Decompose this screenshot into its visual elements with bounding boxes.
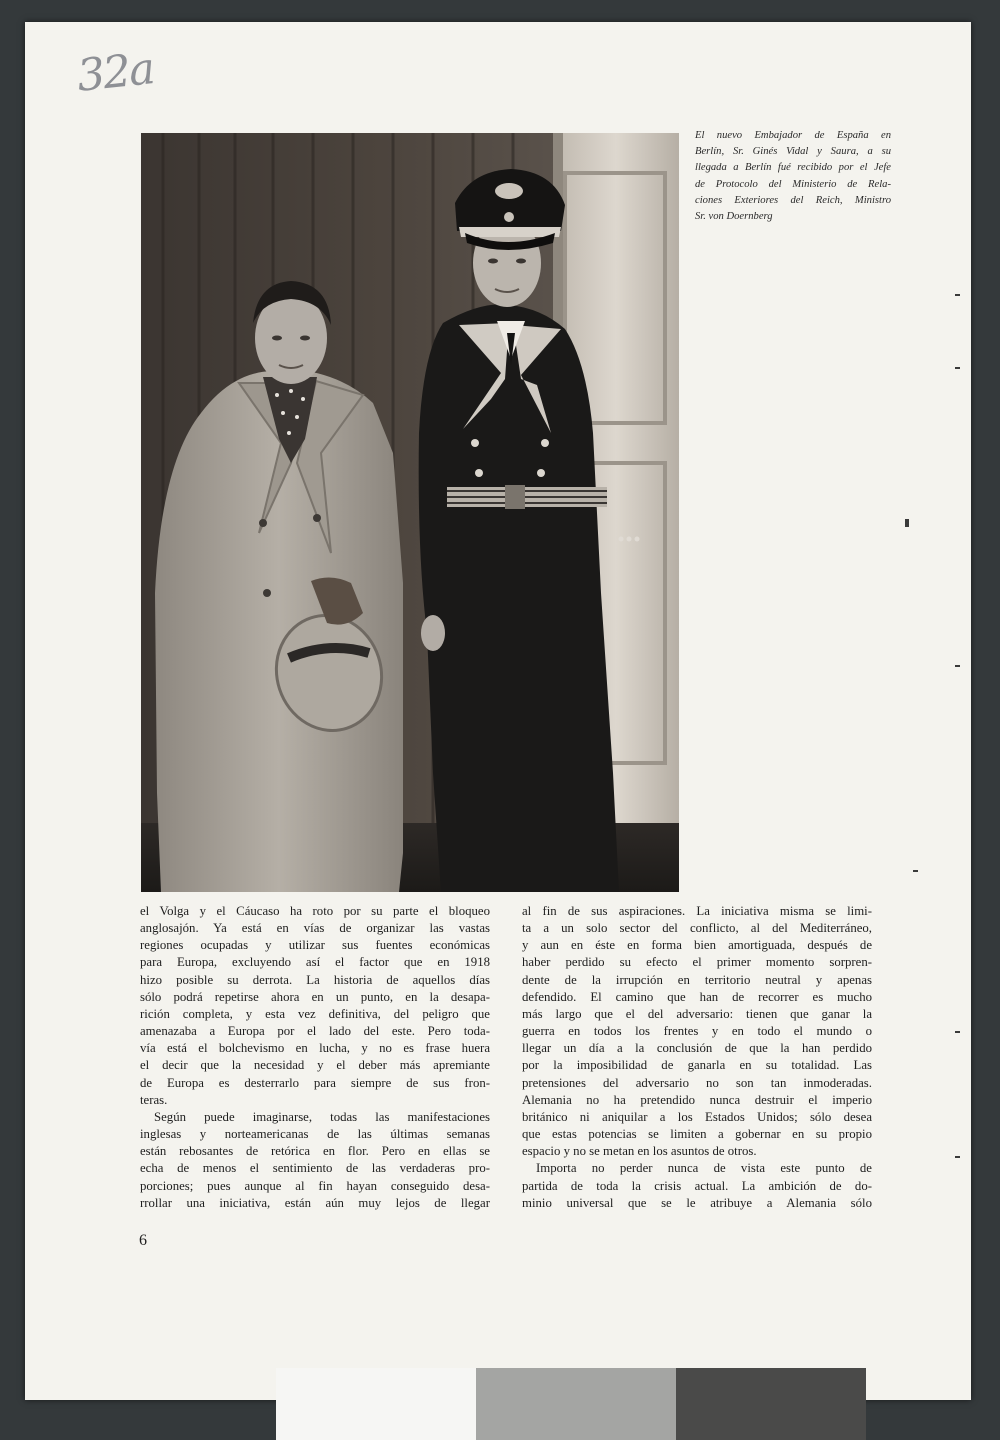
calibration-gray-patch [476,1368,676,1440]
text-line: espacio y no se metan en los asuntos de otros. [522,1144,757,1159]
text-line: por la imposibilidad de ganarla en su totalidad. Las [522,1058,872,1073]
text-line: el decir que la necesidad y el deber más apremiante [140,1058,490,1073]
text-line: porciones; pues aunque al fin hayan conseguido desa- [140,1178,490,1193]
text-line: de Europa es desterrarlo para siempre de sus fron- [140,1075,490,1090]
text-line: sólo podrá repetirse ahora en un punto, en la desapa- [140,989,490,1004]
text-line: ta a un solo sector del conflicto, al del Mediterráneo, [522,921,872,936]
photo-caption [695,128,891,225]
calibration-white-patch [276,1368,476,1440]
text-line: hizo posible su derrota. La historia de aquellos días [140,972,490,987]
text-line: Importa no perder nunca de vista este punto de [536,1161,872,1176]
text-line: Según puede imaginarse, todas las manifestaciones [154,1109,490,1124]
magazine-page [25,22,971,1400]
caption-line: de Protocolo del Ministerio de Rela- [695,178,891,190]
caption-line: El nuevo Embajador de España en [695,130,891,141]
caption-line: Berlín, Sr. Ginés Vidal y Saura, a su [695,146,891,158]
caption-line: ciones Exteriores del Reich, Ministro [695,194,891,206]
article-column-right [522,903,872,1212]
text-line: están rebosantes de retórica en flor. Pero en ellas se [140,1144,490,1159]
caption-line: Sr. von Doernberg [695,211,773,223]
edge-mark [955,367,960,369]
calibration-dark-patch [676,1368,866,1440]
text-line: defendido. El camino que han de recorrer es mucho [522,989,872,1004]
page-number: 6 [139,1232,147,1249]
text-line: inglesas y norteamericanas de las últimas semanas [140,1127,490,1142]
text-line: al fin de sus aspiraciones. La iniciativa misma se limi- [522,904,872,918]
edge-mark [905,519,909,527]
text-line: minio universal que se le atribuye a Alemania sólo [522,1195,872,1210]
text-line: amenazaba a Europa por el lado del este. Pero toda- [140,1024,490,1039]
text-line: teras. [140,1092,168,1107]
text-line: británico ni aniquilar a los Estados Unidos; sólo desea [522,1109,872,1124]
text-line: rrollar una iniciativa, están aún muy lejos de llegar [140,1195,490,1210]
text-line: echa de menos el sentimiento de las verdaderas pro- [140,1161,490,1176]
edge-mark [913,870,918,872]
text-line: vía está el bolchevismo en lucha, y no es frase huera [140,1041,490,1056]
text-line: rición completa, y esta vez definitiva, del peligro que [140,1006,490,1021]
text-line: anglosajón. Ya está en vías de organizar las vastas [140,921,490,936]
edge-mark [955,665,960,667]
text-line: haber perdido su efecto el primer momento sorpren- [522,955,872,970]
edge-mark [955,294,960,296]
text-line: y aun en éste en forma bien amortiguada, después de [522,938,872,953]
text-line: que estas potencias se limiten a gobernar en su propio [522,1127,872,1142]
text-line: para Europa, excluyendo así el factor que en 1918 [140,955,490,970]
caption-line: llegada a Berlín fué recibido por el Jefe [695,162,891,174]
text-line: el Volga y el Cáucaso ha roto por su parte el bloqueo [140,904,490,918]
text-line: llegar un día a la conclusión de que la han perdido [522,1041,872,1056]
edge-mark [955,1156,960,1158]
handwritten-page-mark: 32a [74,43,156,102]
text-line: más largo que el del adversario: tienen que ganar la [522,1006,872,1021]
text-line: guerra en todos los frentes y en todo el mundo o [522,1024,872,1039]
text-line: partida de toda la crisis actual. La ambición de do- [522,1178,872,1193]
text-line: Alemania no ha pretendido nunca destruir el imperio [522,1092,872,1107]
text-line: regiones ocupadas y utilizar sus fuentes económicas [140,938,490,953]
article-column-left [140,903,490,1212]
portrait-photo-illustration [141,133,679,892]
edge-mark [955,1031,960,1033]
portrait-photo [141,133,679,892]
text-line: dente de la irrupción en territorio neutral y apenas [522,972,872,987]
text-line: pretensiones del adversario no son tan inmoderadas. [522,1075,872,1090]
